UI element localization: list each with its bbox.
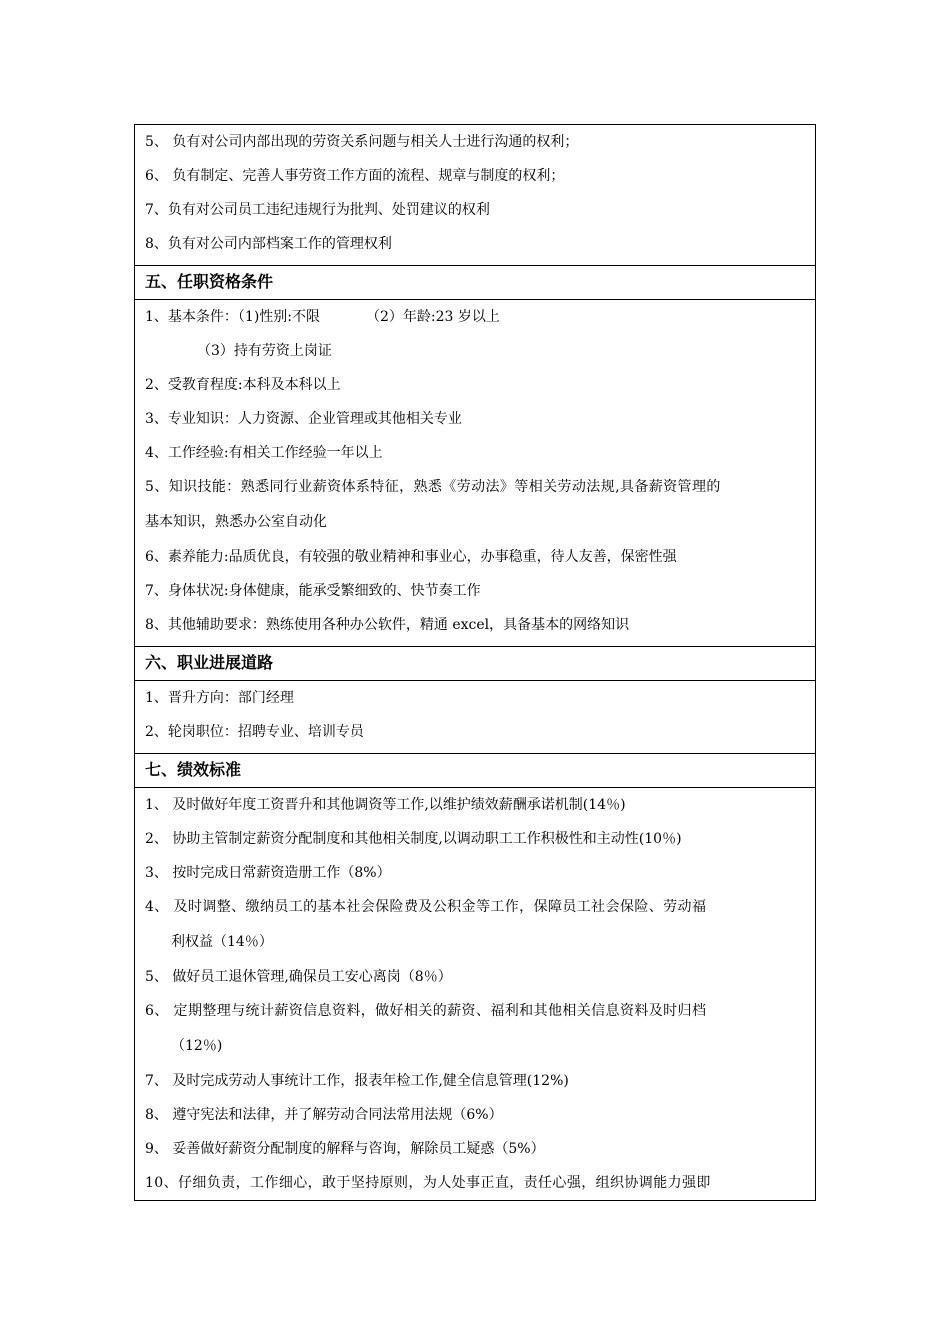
performance-item-6-line1: 6、 定期整理与统计薪资信息资料，做好相关的薪资、福利和其他相关信息资料及时归档 — [145, 1003, 707, 1019]
rights-item-7: 7、负有对公司员工违纪违规行为批判、处罚建议的权利 — [145, 202, 490, 218]
rights-section — [135, 125, 815, 265]
qualification-basic-certificate: （3）持有劳资上岗证 — [197, 343, 332, 359]
performance-section — [135, 787, 815, 1200]
qualification-basic-age: （2）年龄:23 岁以上 — [366, 309, 500, 325]
qualification-basic — [135, 300, 815, 334]
performance-item-1: 1、 及时做好年度工资晋升和其他调资等工作,以维护绩效薪酬承诺机制(14％) — [145, 797, 626, 813]
performance-item-3: 3、 按时完成日常薪资造册工作（8%） — [145, 865, 391, 881]
qualification-skills-line2: 基本知识，熟悉办公室自动化 — [145, 514, 327, 530]
document-table — [134, 124, 816, 1201]
qualification-experience: 4、工作经验:有相关工作经验一年以上 — [145, 445, 383, 461]
career-heading: 六、职业进展道路 — [135, 646, 815, 680]
qualification-basic-gender: 1、基本条件：（1)性别:不限 — [145, 309, 320, 325]
qualification-quality: 6、素养能力:品质优良，有较强的敬业精神和事业心，办事稳重，待人友善，保密性强 — [145, 549, 677, 565]
qualification-skills-line1: 5、知识技能：熟悉同行业薪资体系特征，熟悉《劳动法》等相关劳动法规,具备薪资管理的 — [145, 479, 721, 495]
performance-item-5: 5、 做好员工退休管理,确保员工安心离岗（8％） — [145, 969, 452, 985]
career-section — [135, 680, 815, 753]
performance-item-10: 10、仔细负责，工作细心，敢于坚持原则，为人处事正直，责任心强，组织协调能力强即 — [145, 1175, 711, 1191]
performance-item-7: 7、 及时完成劳动人事统计工作，报表年检工作,健全信息管理(12%) — [145, 1073, 569, 1089]
performance-item-6-line2: （12％) — [171, 1038, 223, 1054]
qualification-health: 7、身体状况:身体健康，能承受繁细致的、快节奏工作 — [145, 583, 481, 599]
performance-item-8: 8、 遵守宪法和法律，并了解劳动合同法常用法规（6%） — [145, 1107, 503, 1123]
rights-item-8: 8、负有对公司内部档案工作的管理权利 — [145, 236, 392, 252]
performance-item-4-line2: 利权益（14％） — [171, 934, 273, 950]
rights-item-6: 6、 负有制定、完善人事劳资工作方面的流程、规章与制度的权利； — [145, 168, 565, 184]
qualification-knowledge: 3、专业知识：人力资源、企业管理或其他相关专业 — [145, 411, 462, 427]
qualification-education: 2、受教育程度:本科及本科以上 — [145, 377, 341, 393]
qualifications-heading: 五、任职资格条件 — [135, 265, 815, 299]
rights-item-5: 5、 负有对公司内部出现的劳资关系问题与相关人士进行沟通的权利； — [145, 134, 579, 150]
qualifications-section — [135, 299, 815, 646]
performance-item-9: 9、 妥善做好薪资分配制度的解释与咨询，解除员工疑惑（5%） — [145, 1141, 545, 1157]
performance-item-4-line1: 4、 及时调整、缴纳员工的基本社会保险费及公积金等工作，保障员工社会保险、劳动福 — [145, 899, 707, 915]
performance-item-2: 2、 协助主管制定薪资分配制度和其他相关制度,以调动职工工作积极性和主动性(10％) — [145, 831, 682, 847]
career-rotation: 2、轮岗职位：招聘专业、培训专员 — [145, 724, 364, 740]
career-promotion: 1、晋升方向：部门经理 — [145, 690, 294, 706]
performance-heading: 七、绩效标准 — [135, 753, 815, 787]
qualification-other: 8、其他辅助要求：熟练使用各种办公软件，精通 excel，具备基本的网络知识 — [145, 617, 630, 633]
